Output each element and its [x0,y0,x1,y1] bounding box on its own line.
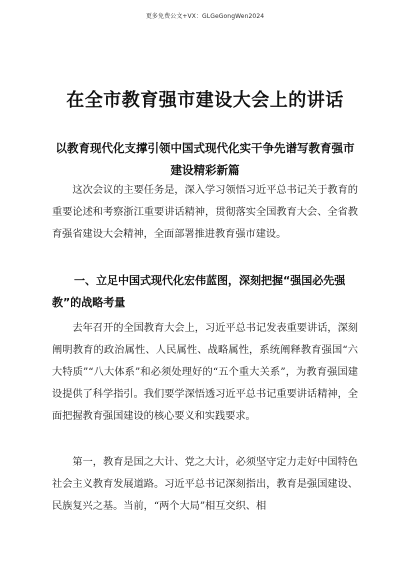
body-paragraph-2: 第一，教育是国之大计、党之大计，必须坚守定力走好中国特色社会主义教育发展道路。习近平总书记深刻指出，教育是强国建设、民族复兴之基。当前，“两个大局”相互交织、相 [52,457,358,512]
document-subtitle: 以教育现代化支撑引领中国式现代化实干争先谱写教育强市建设精彩新篇 [55,141,355,177]
document-title: 在全市教育强市建设大会上的讲话 [66,90,344,111]
section-heading-1: 一、立足中国式现代化宏伟蓝图，深刻把握“强国必先强教”的战略考量 [52,274,346,309]
body-paragraph-1: 去年召开的全国教育大会上，习近平总书记发表重要讲话，深刻阐明教育的政治属性、人民属性、战略属性，系统阐释教育强国“六大特质”“八大体系”和必须处理好的“五个重大关系”，为教育强国建设提供了科学指引。我们要学深悟透习近平总书记重要讲话精神，全面把握教育强国建设的核心要义和实践要求。 [52,323,358,422]
intro-paragraph: 这次会议的主要任务是，深入学习领悟习近平总书记关于教育的重要论述和考察浙江重要讲话精神，贯彻落实全国教育大会、全省教育强省建设大会精神，全面部署推进教育强市建设。 [52,185,358,240]
header-note: 更多免费公文+VX：GLGeGongWen2024 [145,13,265,20]
